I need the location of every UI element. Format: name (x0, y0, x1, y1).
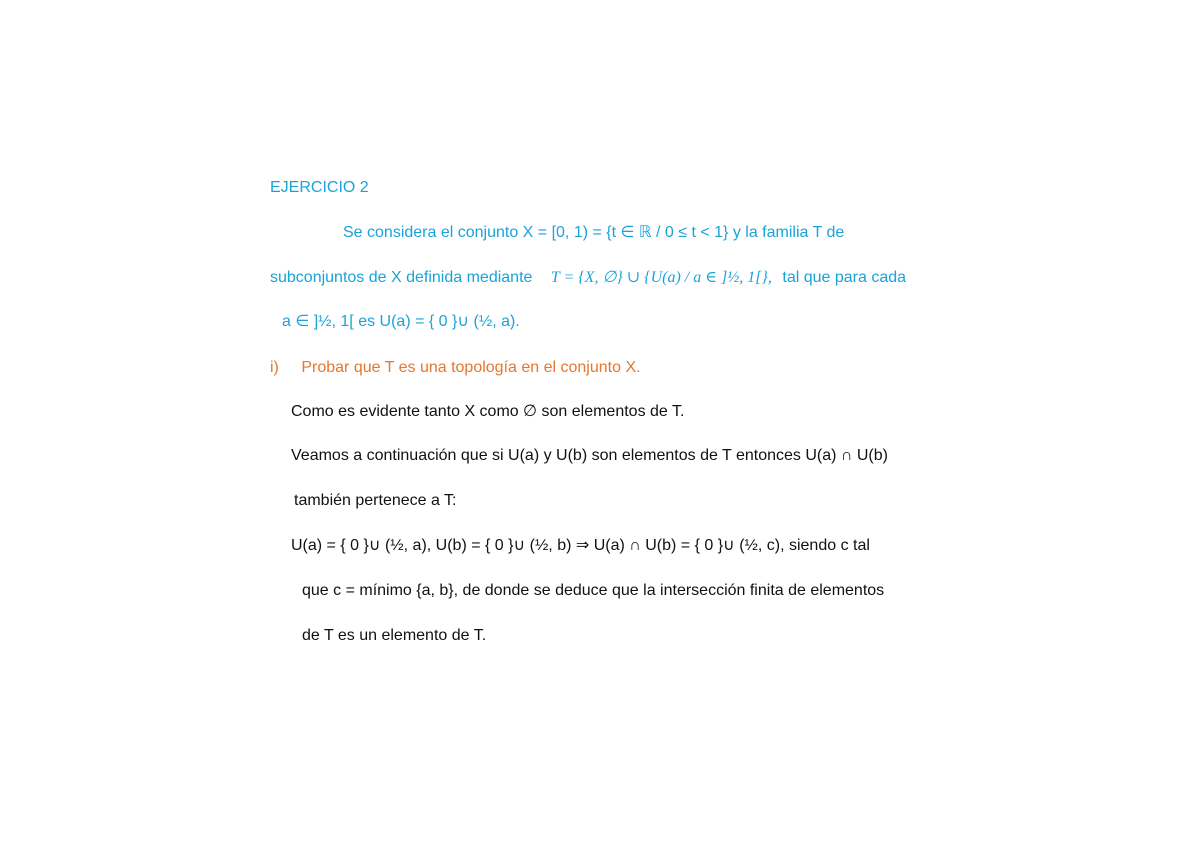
question-marker: i) (270, 359, 279, 376)
intro-line-1: Se considera el conjunto X = [0, 1) = {t ∈ ℝ / 0 ≤ t < 1} y la familia T de (343, 224, 845, 241)
answer-line-2: Veamos a continuación que si U(a) y U(b) son elementos de T entonces U(a) ∩ U(b) (291, 447, 888, 464)
intro-line-2-text: subconjuntos de X definida mediante (270, 269, 533, 286)
intro-line-2-tail: tal que para cada (782, 269, 907, 286)
answer-line-6: de T es un elemento de T. (302, 627, 487, 644)
answer-line-5: que c = mínimo {a, b}, de donde se deduce que la intersección finita de elementos (302, 582, 885, 599)
answer-line-1: Como es evidente tanto X como ∅ son elementos de T. (291, 403, 685, 420)
intro-line-2 (270, 268, 906, 288)
answer-line-4: U(a) = { 0 }∪ (½, a), U(b) = { 0 }∪ (½, b) ⇒ U(a) ∩ U(b) = { 0 }∪ (½, c), siendo c tal (291, 537, 870, 554)
answer-line-3: también pertenece a T: (294, 492, 457, 509)
family-formula: T = {X, ∅} ∪ {U(a) / a ∈ ]½, 1[}, (550, 269, 772, 286)
intro-line-3: a ∈ ]½, 1[ es U(a) = { 0 }∪ (½, a). (282, 313, 520, 330)
question-line (270, 358, 641, 378)
exercise-heading: EJERCICIO 2 (270, 179, 369, 196)
question-text: Probar que T es una topología en el conjunto X. (301, 359, 641, 376)
